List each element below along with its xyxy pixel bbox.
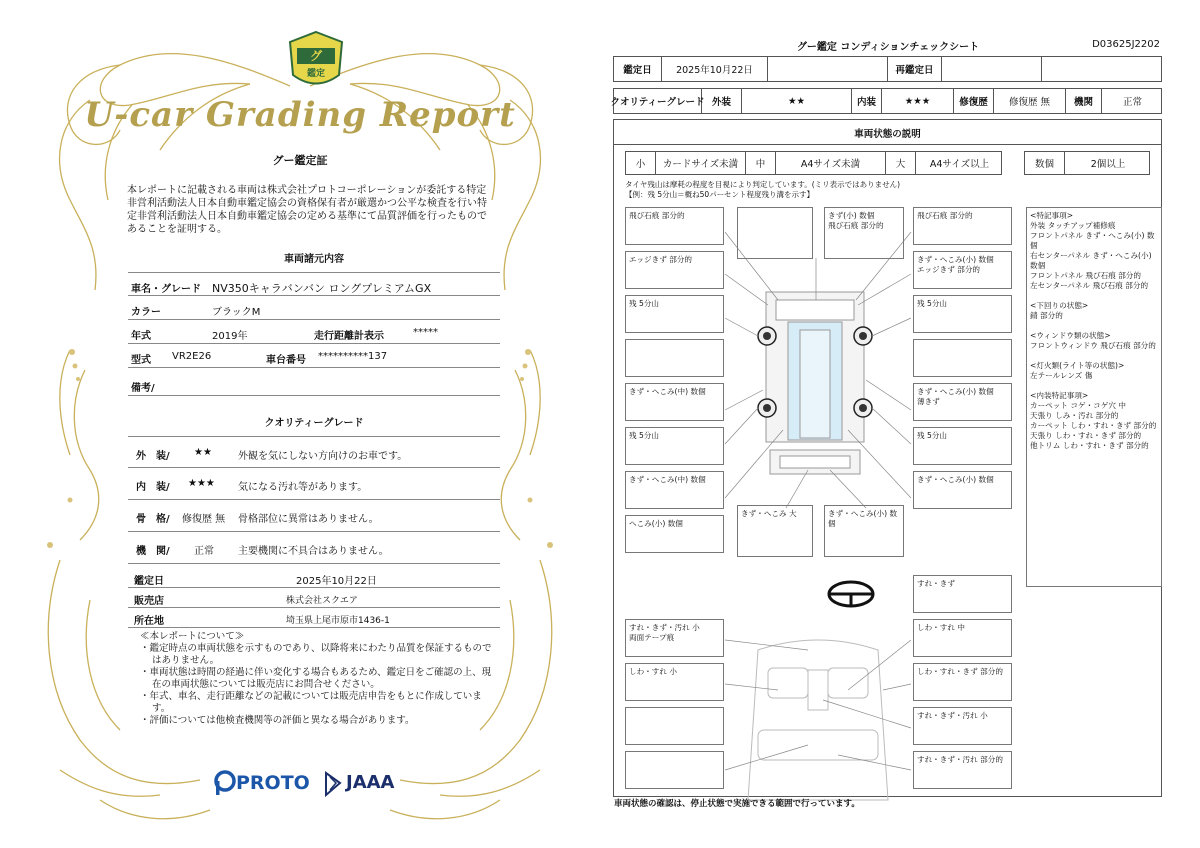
size-small-desc: カードサイズ未満 xyxy=(656,152,746,174)
note-spacer xyxy=(1030,321,1158,331)
model-label: 車名・グレード xyxy=(131,284,201,295)
note-line: <灯火類(ライト等の状態)> xyxy=(1030,361,1125,370)
location-label: 所在地 xyxy=(134,616,164,627)
note-spacer xyxy=(1030,291,1158,301)
tire-example: 【例：残 5分山＝概ね50パーセント程度残り溝を示す】 xyxy=(625,190,815,199)
type-value: VR2E26 xyxy=(172,351,212,362)
sponsor-logos xyxy=(214,768,414,802)
date-value: 2025年10月22日 xyxy=(662,57,768,81)
callout-box: 飛び石痕 部分的 xyxy=(625,207,724,245)
note-line: フロントウィンドウ 飛び石痕 部分的 xyxy=(1030,341,1156,350)
desc-title-bar xyxy=(613,119,1162,145)
goo-kantei-badge-icon xyxy=(287,30,345,92)
note-line: <ウィンドウ類の状態> xyxy=(1030,331,1111,340)
note-line: フロントパネル きず・へこみ(小) 数個 xyxy=(1030,231,1155,250)
note-line: 錆 部分的 xyxy=(1030,311,1063,320)
callout-box: しわ・すれ 中 xyxy=(913,619,1012,657)
callout-box: 残 5分山 xyxy=(625,427,724,465)
date-label: 鑑定日 xyxy=(614,57,662,81)
callout-box xyxy=(625,707,724,745)
exterior-stars: ★★ xyxy=(194,447,212,458)
reinspect-value xyxy=(942,57,1042,81)
shop-label: 販売店 xyxy=(134,596,164,607)
remarks-row xyxy=(128,372,500,396)
ext-label: 外装 xyxy=(702,89,742,113)
callout-box: 残 5分山 xyxy=(913,427,1012,465)
note-line: 左センターパネル 飛び石痕 部分的 xyxy=(1030,281,1149,290)
desc-title: 車両状態の説明 xyxy=(854,129,921,140)
jaaa-logo-icon xyxy=(324,771,342,797)
reinspect-label: 再鑑定日 xyxy=(888,57,942,81)
year-row xyxy=(128,320,500,344)
date-label: 鑑定日 xyxy=(134,576,164,587)
tire-note: タイヤ残山は摩耗の程度を目視により判定しています。(ミリ表示ではありません) xyxy=(625,180,901,189)
shop-value: 株式会社スクエア xyxy=(286,596,358,606)
location-value: 埼玉県上尾市原市1436-1 xyxy=(286,616,390,626)
size-small-label: 小 xyxy=(626,152,656,174)
exterior-row xyxy=(128,436,500,468)
sheet-title: グー鑑定 コンディションチェックシート xyxy=(796,42,980,53)
callout-box: しわ・すれ 小 xyxy=(625,663,724,701)
callout-box: きず・へこみ(小) 数個 xyxy=(824,505,904,557)
spec-section-title: 車両諸元内容 xyxy=(284,254,344,265)
frame-label: 骨 格/ xyxy=(136,514,170,525)
note-line: <特記事項> xyxy=(1030,211,1074,220)
callout-box: すれ・きず・汚れ 小 xyxy=(913,707,1012,745)
location-row xyxy=(128,608,500,628)
callout-box xyxy=(625,751,724,789)
note-line: 外装 タッチアップ補修痕 xyxy=(1030,221,1116,230)
repair-value: 修復歴 無 xyxy=(994,89,1066,113)
date-blank xyxy=(768,57,888,81)
size-large-label: 大 xyxy=(886,152,916,174)
notice-item: ・車両状態は時間の経過に伴い変化する場合もあるため、鑑定日をご確認の上、現在の車両状態については販売店にお問合せください。 xyxy=(140,667,492,690)
interior-row xyxy=(128,468,500,500)
color-label: カラー xyxy=(131,307,161,318)
engine-row xyxy=(128,532,500,564)
callout-box xyxy=(737,207,813,259)
interior-label: 内 装/ xyxy=(136,482,170,493)
note-spacer xyxy=(1030,381,1158,391)
note-line: カーペット コゲ・コゲ穴 中 xyxy=(1030,401,1126,410)
chassis-label: 車台番号 xyxy=(266,355,306,366)
callout-box: きず・へこみ(中) 数個 xyxy=(625,471,724,509)
count-label: 数個 xyxy=(1025,152,1065,174)
note-line: 天張り しみ・汚れ 部分的 xyxy=(1030,411,1119,420)
engine-label: 機 関/ xyxy=(136,546,170,557)
odometer-label: 走行距離計表示 xyxy=(314,331,384,342)
date-value: 2025年10月22日 xyxy=(296,576,377,587)
count-legend xyxy=(1024,151,1150,175)
frame-value: 修復歴 無 xyxy=(182,514,226,525)
engine-value: 正常 xyxy=(1122,97,1142,108)
callout-box: 残 5分山 xyxy=(625,295,724,333)
engine-label: 機関 xyxy=(1066,89,1102,113)
callout-box: しわ・すれ・きず 部分的 xyxy=(913,663,1012,701)
report-title: U-car Grading Report xyxy=(84,95,516,135)
callout-box: きず・へこみ 大 xyxy=(737,505,813,557)
grade-table xyxy=(610,88,1162,114)
color-value: ブラックM xyxy=(212,307,261,318)
exterior-label: 外 装/ xyxy=(136,451,170,462)
chassis-value: **********137 xyxy=(318,351,388,362)
exterior-desc: 外観を気にしない方向けのお車です。 xyxy=(238,451,408,462)
condition-check-sheet xyxy=(608,0,1200,848)
callout-box: 残 5分山 xyxy=(913,295,1012,333)
size-legend xyxy=(625,151,1002,175)
reinspect-blank xyxy=(1042,57,1163,81)
svg-text:鑑定: 鑑定 xyxy=(306,69,326,79)
notice-title: ≪本レポートについて≫ xyxy=(140,631,245,642)
note-line: カーペット しわ・すれ・きず 部分的 xyxy=(1030,421,1157,430)
callout-box: きず(小) 数個 飛び石痕 部分的 xyxy=(824,207,904,259)
special-notes-panel xyxy=(1026,207,1162,587)
callout-box: きず・へこみ(小) 数個 xyxy=(913,471,1012,509)
certificate-text: 本レポートに記載される車両は株式会社プロトコーポレーションが委託する特定非営利活動法人日本自動車鑑定協会の資格保有者が厳選かつ公平な検査を行い特定非営利活動法人日本自動車鑑定協会の定める基準にて品質評価を行ったものであることを証明する。 xyxy=(127,185,487,235)
proto-logo-text: PROTO xyxy=(236,772,310,794)
remarks-label: 備考/ xyxy=(131,383,155,394)
note-line: フロントパネル 飛び石痕 部分的 xyxy=(1030,271,1141,280)
callout-box: きず・へこみ(中) 数個 xyxy=(625,383,724,421)
frame-row xyxy=(128,500,500,532)
type-row xyxy=(128,344,500,368)
document-number: D03625J2202 xyxy=(1092,39,1160,50)
size-mid-desc: A4サイズ未満 xyxy=(776,152,886,174)
int-value: ★★★ xyxy=(882,89,954,113)
year-value: 2019年 xyxy=(212,331,248,342)
note-line: 右センターパネル きず・へこみ(小) 数個 xyxy=(1030,251,1152,270)
note-line: <下回りの状態> xyxy=(1030,301,1089,310)
badge-small-text: グ xyxy=(309,49,323,63)
note-line: 天張り しわ・すれ・きず 部分的 xyxy=(1030,431,1142,440)
date-table xyxy=(613,56,1162,82)
model-row xyxy=(128,272,500,296)
date-row xyxy=(128,566,500,588)
note-spacer xyxy=(1030,351,1158,361)
note-line: <内装特記事項> xyxy=(1030,391,1089,400)
interior-desc: 気になる汚れ等があります。 xyxy=(238,482,368,493)
callout-box xyxy=(913,339,1012,377)
year-label: 年式 xyxy=(131,331,151,342)
callout-box: すれ・きず xyxy=(913,575,1012,613)
model-value: NV350キャラバンバン ロングプレミアムGX xyxy=(212,282,432,295)
type-label: 型式 xyxy=(131,355,151,366)
callout-box: 飛び石痕 部分的 xyxy=(913,207,1012,245)
notice-item: ・鑑定時点の車両状態を示すものであり、以降将来にわたり品質を保証するものではありません。 xyxy=(140,643,492,666)
engine-value: 正常 xyxy=(194,546,214,557)
notice-item: ・評価については他検査機関等の評価と異なる場合があります。 xyxy=(140,715,415,726)
note-line: 左テールレンズ 傷 xyxy=(1030,371,1093,380)
jaaa-logo-text: JAAA xyxy=(346,772,395,793)
certificate-title: グー鑑定証 xyxy=(272,154,328,167)
size-large-desc: A4サイズ以上 xyxy=(929,159,990,170)
callout-box: すれ・きず・汚れ 小 両面テープ痕 xyxy=(625,619,724,657)
callout-box: へこみ(小) 数個 xyxy=(625,515,724,553)
ext-value: ★★ xyxy=(742,89,852,113)
report-notice xyxy=(140,631,495,727)
quality-section-title: クオリティーグレード xyxy=(264,418,364,429)
callout-box: エッジきず 部分的 xyxy=(625,251,724,289)
proto-logo-icon xyxy=(214,770,236,796)
int-label: 内装 xyxy=(852,89,882,113)
notice-item: ・年式、車名、走行距離などの記載については販売店申告をもとに作成しています。 xyxy=(140,691,482,714)
note-line: 他トリム しわ・すれ・きず 部分的 xyxy=(1030,441,1149,450)
color-row xyxy=(128,296,500,320)
count-desc: 2個以上 xyxy=(1090,159,1126,170)
callout-box xyxy=(625,339,724,377)
frame-desc: 骨格部位に異常はありません。 xyxy=(238,514,379,525)
callout-box: きず・へこみ(小) 数個 エッジきず 部分的 xyxy=(913,251,1012,289)
repair-label: 修復歴 xyxy=(954,89,994,113)
size-mid-label: 中 xyxy=(746,152,776,174)
sheet-footer: 車両状態の確認は、停止状態で実施できる範囲で行っています。 xyxy=(614,799,860,809)
engine-desc: 主要機関に不具合はありません。 xyxy=(238,546,389,557)
shop-row xyxy=(128,588,500,608)
qg-label: クオリティーグレード xyxy=(614,89,702,113)
odometer-value: ***** xyxy=(413,327,438,338)
callout-box: きず・へこみ(小) 数個 薄きず xyxy=(913,383,1012,421)
callout-box: すれ・きず・汚れ 部分的 xyxy=(913,751,1012,789)
interior-stars: ★★★ xyxy=(188,478,215,489)
